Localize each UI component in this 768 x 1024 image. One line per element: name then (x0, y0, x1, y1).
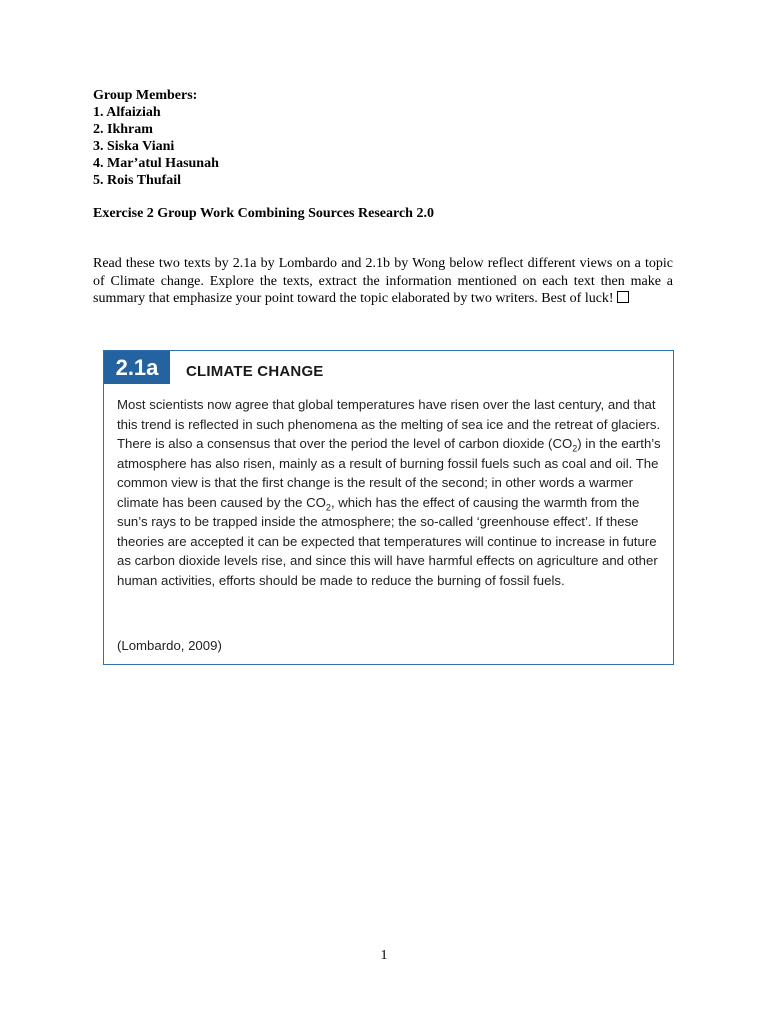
group-members-heading: Group Members: (93, 88, 198, 103)
member-item: 1. Alfaiziah (93, 105, 161, 120)
member-item: 3. Siska Viani (93, 139, 175, 154)
subscript: 2 (325, 502, 331, 513)
group-members-list (93, 104, 219, 189)
figure-citation: (Lombardo, 2009) (117, 638, 222, 653)
figure-paragraph (117, 395, 663, 590)
page-number: 1 (380, 948, 388, 963)
checkbox-icon (617, 291, 629, 303)
figure-text-part: , which has the effect of causing the warmth from the sun’s rays to be trapped inside the atmosphere; the so-called ‘greenhouse effect’. If these theories are accepted it can be expected that temperatures will continue to increase in future as carbon dioxide levels rise, and since this will have harmful effects on agriculture and other human activities, efforts should be made to reduce the burning of fossil fuels. (117, 494, 658, 588)
instructions-paragraph (93, 255, 673, 308)
figure-tag: 2.1a (104, 351, 170, 384)
group-members-section (93, 87, 219, 189)
member-item: 4. Mar’atul Hasunah (93, 156, 219, 171)
exercise-title: Exercise 2 Group Work Combining Sources Research 2.0 (93, 206, 434, 221)
instructions-text: Read these two texts by 2.1a by Lombardo and 2.1b by Wong below reflect different views on a topic of Climate change. Explore the texts, extract the information mentioned on each text then make a summary that emphasize your point toward the topic elaborated by two writers. Best of luck! (93, 256, 673, 306)
member-item: 5. Rois Thufail (93, 173, 182, 188)
figure-title: CLIMATE CHANGE (186, 363, 324, 380)
climate-change-figure (103, 350, 674, 665)
figure-text-part: Most scientists now agree that global temperatures have risen over the last century, and that this trend is reflected in such phenomena as the melting of sea ice and the retreat of glaciers. There is also a consensus that over the period the level of carbon dioxide (CO (117, 397, 661, 451)
subscript: 2 (572, 443, 578, 454)
member-item: 2. Ikhram (93, 122, 153, 137)
figure-text-part: ) in the earth’s atmosphere has also risen, mainly as a result of burning fossil fuels such as coal and oil. The common view is that the first change is the result of the second; in other words a warmer climate has been caused by the CO (117, 436, 661, 510)
